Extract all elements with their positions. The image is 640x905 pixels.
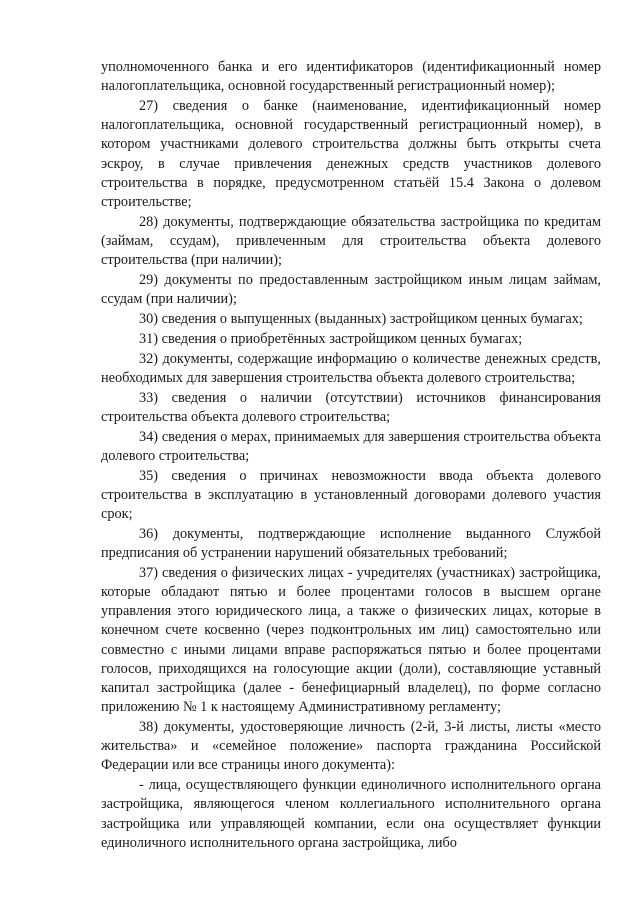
paragraph-item-29: 29) документы по предоставленным застройщиком иным лицам займам, ссудам (при наличии); bbox=[101, 272, 601, 308]
paragraph-item-31: 31) сведения о приобретённых застройщиком ценных бумагах; bbox=[139, 330, 523, 347]
paragraph-item-34: 34) сведения о мерах, принимаемых для завершения строительства объекта долевого строительства; bbox=[101, 428, 601, 464]
paragraph-item-30: 30) сведения о выпущенных (выданных) застройщиком ценных бумагах; bbox=[139, 311, 583, 328]
paragraph-item-35: 35) сведения о причинах невозможности ввода объекта долевого строительства в эксплуатацию в установленный договорами долевого участия срок; bbox=[101, 467, 601, 523]
document-page bbox=[101, 58, 601, 854]
paragraph-item-28: 28) документы, подтверждающие обязательства застройщика по кредитам (займам, ссудам), привлеченным для строительства объекта долевого строительства (при наличии); bbox=[101, 213, 601, 269]
paragraph-item-36: 36) документы, подтверждающие исполнение выданного Службой предписания об устранении нарушений обязательных требований; bbox=[101, 525, 601, 562]
paragraph-item-38: 38) документы, удостоверяющие личность (2-й, 3-й листы, листы «место жительства» и «семейное положение» паспорта гражданина Российской Федерации или все страницы иного документа): bbox=[101, 719, 601, 774]
paragraph-item-32: 32) документы, содержащие информацию о количестве денежных средств, необходимых для завершения строительства объекта долевого строительства; bbox=[101, 350, 601, 386]
paragraph-item-33: 33) сведения о наличии (отсутствии) источников финансирования строительства объекта долевого строительства; bbox=[101, 389, 601, 425]
paragraph-item-27: 27) сведения о банке (наименование, идентификационный номер налогоплательщика, основной государственный регистрационный номер), в котором участниками долевого строительства должны быть открыты счета эскроу, в случае привлечения денежных средств участников долевого строительства в порядке, предусмотренном статьёй 15.4 Закона о долевом строительстве; bbox=[101, 98, 601, 211]
paragraph-item-37: 37) сведения о физических лицах - учредителях (участниках) застройщика, которые обладают пятью и более процентами голосов в высшем органе управления этого юридического лица, а также о физических лицах, которые в конечном счете косвенно (через подконтрольных им лиц) самостоятельно или совместно с иными лицами вправе распоряжаться пятью и более процентами голосов, приходящихся на голосующие акции (доли), составляющие уставный капитал застройщика (далее - бенефициарный владелец), по форме согласно приложению № 1 к настоящему Административному регламенту; bbox=[101, 564, 601, 716]
paragraph-continuation: уполномоченного банка и его идентификаторов (идентификационный номер налогоплательщика, основной государственный регистрационный номер); bbox=[101, 59, 601, 95]
paragraph-subitem-dash: - лица, осуществляющего функции единоличного исполнительного органа застройщика, являющегося членом коллегиального исполнительного органа застройщика или управляющей компании, если она осуществляет функции единоличного исполнительного органа застройщика, либо bbox=[101, 777, 601, 851]
